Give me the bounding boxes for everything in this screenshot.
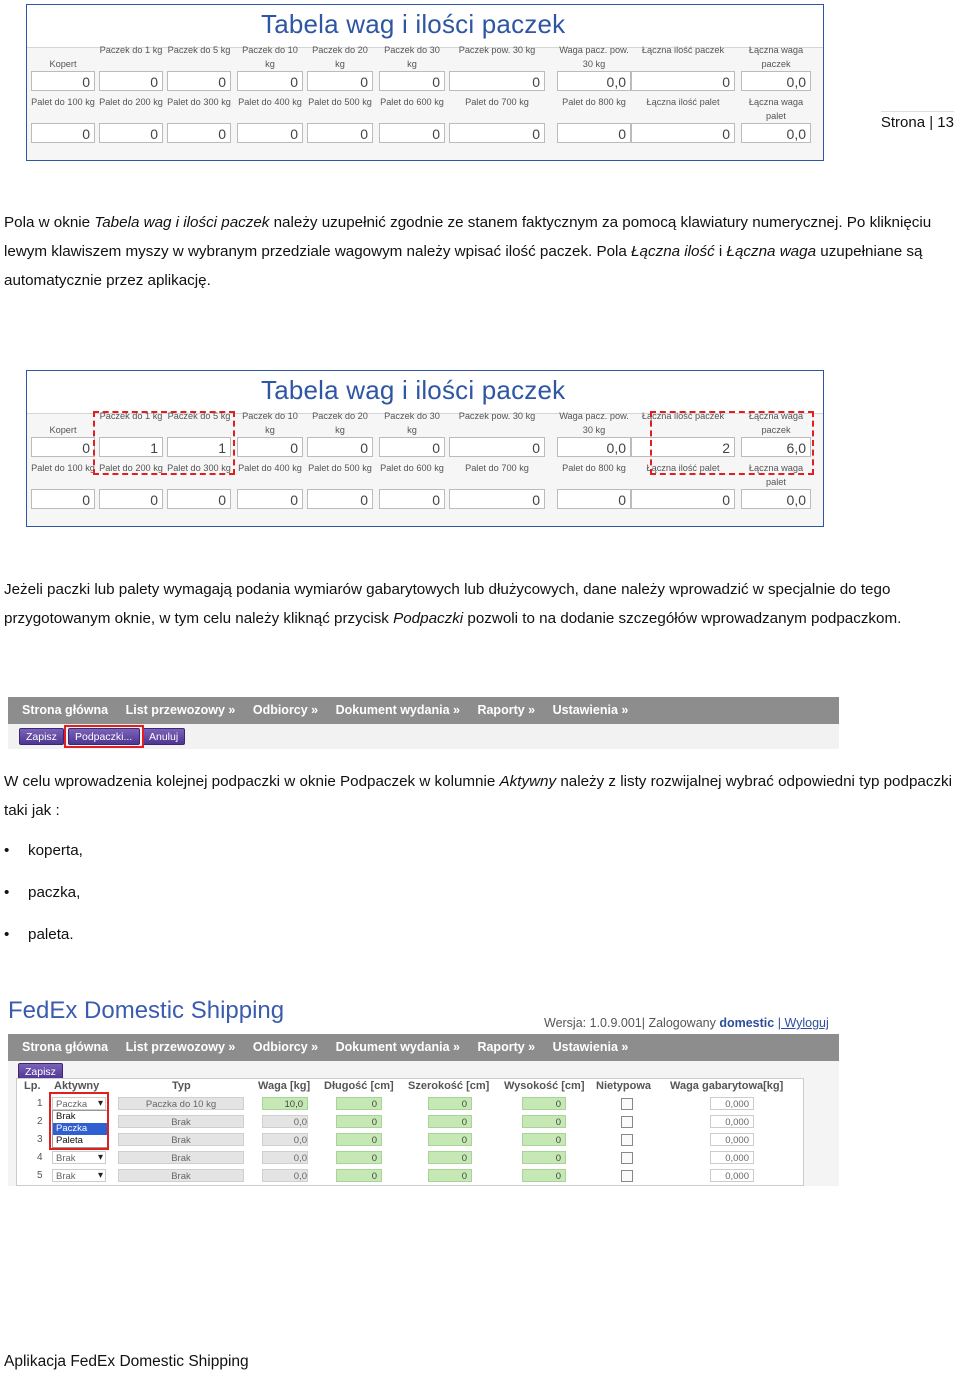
subpackages-button[interactable]: Podpaczki...: [68, 728, 140, 745]
weight-input[interactable]: 0: [167, 489, 231, 509]
col-header-lp: Lp.: [24, 1080, 41, 1092]
row-number: 5: [37, 1170, 43, 1181]
weight-cell-label: Paczek do 1 kg: [99, 411, 163, 421]
weight-cell-label: Palet do 700 kg: [465, 463, 529, 473]
weight-input[interactable]: 0: [99, 123, 163, 143]
weight-cell-label: Łączna ilość palet: [646, 97, 720, 107]
weight-cell-label: Palet do 400 kg: [238, 97, 302, 107]
nav-reports[interactable]: Raporty »: [477, 703, 536, 717]
weight-cell: [449, 461, 545, 509]
weight-cell-label: Paczek do 30 kg: [384, 411, 440, 435]
type-field: Paczka do 10 kg: [118, 1097, 244, 1110]
weight-cell-label: Łączna waga palet: [748, 97, 804, 121]
row-number: 1: [37, 1098, 43, 1109]
nav-release-doc[interactable]: Dokument wydania »: [335, 703, 460, 717]
weight-cell: [307, 409, 373, 457]
col-header-active: Aktywny: [54, 1080, 100, 1092]
weight-cell: [449, 43, 545, 91]
weight-field[interactable]: 0,0: [262, 1169, 308, 1182]
length-field[interactable]: 0: [336, 1115, 382, 1128]
col-header-height: Wysokość [cm]: [504, 1080, 585, 1092]
col-header-nonstandard: Nietypowa: [596, 1080, 652, 1092]
version-info: Wersja: 1.0.9.001| Zalogowany domestic | Wyloguj: [544, 1016, 829, 1030]
length-field[interactable]: 0: [336, 1097, 382, 1110]
weight-cell: [557, 43, 631, 91]
weight-input[interactable]: 1: [167, 437, 231, 457]
weight-cell-label: Paczek do 30 kg: [384, 45, 440, 69]
fedex-save-button[interactable]: Zapisz: [18, 1063, 63, 1080]
weight-input[interactable]: 0: [307, 437, 373, 457]
weights-table-title: Tabela wag i ilości paczek: [261, 375, 566, 405]
dim-weight-field: 0,000: [710, 1169, 754, 1182]
weight-field[interactable]: 0,0: [262, 1151, 308, 1164]
paragraph-weights-instructions: Pola w oknie Tabela wag i ilości paczek należy uzupełnić zgodnie ze stanem faktycznym za pomocą klawiatury numerycznej. Po kliknięciu lewym klawiszem myszy w wybranym przedziale wagowym należy wpisać ilość paczek. Pola Łączna ilość i Łączna waga uzupełniane są automatycznie przez aplikację.: [4, 214, 932, 289]
chevron-down-icon[interactable]: ▾: [97, 1152, 103, 1163]
row-number: 3: [37, 1134, 43, 1145]
weight-input[interactable]: 0: [631, 489, 735, 509]
nonstandard-checkbox[interactable]: [621, 1098, 633, 1110]
weight-input[interactable]: 0: [449, 123, 545, 143]
weight-cell-label: Palet do 700 kg: [465, 97, 529, 107]
col-header-width: Szerokość [cm]: [408, 1080, 490, 1092]
weight-cell-label: Paczek do 20 kg: [312, 411, 368, 435]
weight-cell: [557, 409, 631, 457]
width-field[interactable]: 0: [428, 1169, 472, 1182]
weight-cell: [167, 43, 231, 91]
weight-cell-label: Palet do 800 kg: [562, 97, 626, 107]
weight-cell: [307, 95, 373, 143]
weight-cell: [631, 43, 735, 91]
weight-cell: [167, 95, 231, 143]
list-item: • koperta,: [4, 842, 83, 859]
col-header-type: Typ: [172, 1080, 191, 1092]
length-field[interactable]: 0: [336, 1169, 382, 1182]
dropdown-option[interactable]: Brak: [56, 1111, 76, 1122]
nav-settings[interactable]: Ustawienia »: [552, 1040, 629, 1054]
weight-input[interactable]: 0: [31, 489, 95, 509]
weight-input[interactable]: 0: [557, 489, 631, 509]
weight-cell: [307, 43, 373, 91]
height-field[interactable]: 0: [522, 1115, 566, 1128]
weight-input[interactable]: 1: [99, 437, 163, 457]
chevron-down-icon[interactable]: ▾: [97, 1170, 103, 1181]
weight-cell: [99, 95, 163, 143]
row-number: 2: [37, 1116, 43, 1127]
weight-input[interactable]: 0: [379, 123, 445, 143]
nav-recipients[interactable]: Odbiorcy »: [252, 1040, 319, 1054]
col-header-length: Długość [cm]: [324, 1080, 394, 1092]
weight-field[interactable]: 10,0: [262, 1097, 308, 1110]
weight-cell-label: Paczek do 10 kg: [242, 45, 298, 69]
logged-user: domestic: [719, 1016, 775, 1030]
highlight-total-fields: [650, 411, 814, 475]
weights-table-title: Tabela wag i ilości paczek: [261, 9, 566, 39]
height-field[interactable]: 0: [522, 1097, 566, 1110]
weight-cell-label: Palet do 500 kg: [308, 97, 372, 107]
nonstandard-checkbox[interactable]: [621, 1152, 633, 1164]
nav-recipients[interactable]: Odbiorcy »: [252, 703, 319, 717]
weight-cell-label: Palet do 100 kg: [31, 463, 95, 473]
width-field[interactable]: 0: [428, 1115, 472, 1128]
weights-table-filled: [26, 370, 824, 527]
weight-input[interactable]: 0: [449, 437, 545, 457]
weight-cell-label: Kopert: [49, 59, 77, 69]
weight-input[interactable]: 0: [237, 123, 303, 143]
nav-waybill[interactable]: List przewozowy »: [125, 703, 236, 717]
weight-cell: [237, 461, 303, 509]
page-number: Strona | 13: [881, 111, 954, 131]
height-field[interactable]: 0: [522, 1169, 566, 1182]
weight-input[interactable]: 0: [631, 123, 735, 143]
weight-cell-label: Łączna waga paczek: [748, 45, 804, 69]
weight-input[interactable]: 0,0: [741, 489, 811, 509]
paragraph-subpackages-info: Jeżeli paczki lub palety wymagają podania wymiarów gabarytowych lub dłużycowych, dane należy wprowadzić w specjalnie do tego przygotowanym oknie, w tym celu należy kliknąć przycisk Podpaczki pozwoli to na dodanie szczegółów wprowadzanym podpaczkom.: [4, 581, 902, 627]
weight-field[interactable]: 0,0: [262, 1133, 308, 1146]
weight-cell-label: Palet do 300 kg: [167, 463, 231, 473]
weight-cell: [307, 461, 373, 509]
highlight-filled-fields: [93, 411, 235, 475]
weight-field[interactable]: 0,0: [262, 1115, 308, 1128]
weight-cell: [31, 409, 95, 457]
weight-cell: [379, 409, 445, 457]
weight-cell: [449, 409, 545, 457]
weight-cell: [557, 461, 631, 509]
weight-input[interactable]: 0: [31, 123, 95, 143]
weight-input[interactable]: 0: [307, 71, 373, 91]
weight-cell-label: Paczek pow. 30 kg: [458, 411, 536, 421]
weight-input[interactable]: 0: [99, 489, 163, 509]
weight-cell-label: Palet do 600 kg: [380, 463, 444, 473]
col-header-dim-weight: Waga gabarytowa[kg]: [670, 1080, 784, 1092]
weight-cell-label: Palet do 100 kg: [31, 97, 95, 107]
weight-cell: [379, 461, 445, 509]
list-item: • paczka,: [4, 884, 81, 901]
length-field[interactable]: 0: [336, 1151, 382, 1164]
weight-cell-label: Paczek do 1 kg: [99, 45, 163, 55]
weight-input[interactable]: 0: [237, 489, 303, 509]
weight-input[interactable]: 0: [237, 71, 303, 91]
weight-cell-label: Łączna waga palet: [748, 463, 804, 487]
weight-input[interactable]: 0: [167, 123, 231, 143]
row-number: 4: [37, 1152, 43, 1163]
dropdown-option[interactable]: Paleta: [56, 1135, 83, 1146]
weight-cell: [557, 95, 631, 143]
weight-cell: [741, 95, 811, 143]
weight-input[interactable]: 0,0: [557, 437, 631, 457]
active-select[interactable]: Brak ▾: [52, 1151, 106, 1164]
weight-input[interactable]: 0,0: [741, 71, 811, 91]
weight-input[interactable]: 0: [167, 71, 231, 91]
type-field: Brak: [118, 1169, 244, 1182]
list-item: • paleta.: [4, 926, 74, 943]
weights-table-empty: [26, 4, 824, 161]
width-field[interactable]: 0: [428, 1097, 472, 1110]
main-nav: [8, 697, 839, 724]
logout-link[interactable]: | Wyloguj: [777, 1016, 829, 1030]
weight-cell-label: Paczek do 5 kg: [167, 45, 231, 55]
main-nav: [8, 1034, 839, 1061]
dim-weight-field: 0,000: [710, 1097, 754, 1110]
nav-reports[interactable]: Raporty »: [477, 1040, 536, 1054]
nav-waybill[interactable]: List przewozowy »: [125, 1040, 236, 1054]
nav-release-doc[interactable]: Dokument wydania »: [335, 1040, 460, 1054]
nonstandard-checkbox[interactable]: [621, 1170, 633, 1182]
weight-cell: [741, 43, 811, 91]
weight-cell-label: Paczek do 20 kg: [312, 45, 368, 69]
dim-weight-field: 0,000: [710, 1151, 754, 1164]
active-select[interactable]: Brak ▾: [52, 1169, 106, 1182]
weight-cell-label: Palet do 500 kg: [308, 463, 372, 473]
weight-cell: [31, 95, 95, 143]
dim-weight-field: 0,000: [710, 1115, 754, 1128]
weight-input[interactable]: 0: [449, 489, 545, 509]
weight-cell: [379, 43, 445, 91]
weight-input[interactable]: 0: [449, 71, 545, 91]
highlight-active-dropdown: [49, 1092, 109, 1150]
weight-input[interactable]: 0: [31, 71, 95, 91]
weight-cell: [237, 43, 303, 91]
type-field: Brak: [118, 1115, 244, 1128]
weight-cell-label: Palet do 600 kg: [380, 97, 444, 107]
weight-input[interactable]: 0: [557, 123, 631, 143]
nav-home[interactable]: Strona główna: [22, 1040, 109, 1054]
nonstandard-checkbox[interactable]: [621, 1134, 633, 1146]
app-title: FedEx Domestic Shipping: [8, 997, 285, 1024]
weight-cell-label: Paczek do 5 kg: [167, 411, 231, 421]
weight-cell-label: Kopert: [49, 425, 77, 435]
weight-cell: [31, 43, 95, 91]
weight-input[interactable]: 0: [379, 489, 445, 509]
weight-cell: [237, 409, 303, 457]
weight-input[interactable]: 6,0: [741, 437, 811, 457]
nonstandard-checkbox[interactable]: [621, 1116, 633, 1128]
weight-cell-label: Paczek pow. 30 kg: [458, 45, 536, 55]
weight-input[interactable]: 0: [307, 489, 373, 509]
weight-cell-label: Łączna ilość paczek: [641, 45, 725, 55]
paragraph-active-column: W celu wprowadzenia kolejnej podpaczki w oknie Podpaczek w kolumnie Aktywny należy z listy rozwijalnej wybrać odpowiedni typ podpaczki taki jak :: [4, 773, 952, 819]
active-select[interactable]: Paczka ▾: [52, 1097, 106, 1110]
weight-cell: [379, 95, 445, 143]
weight-input[interactable]: 2: [631, 437, 735, 457]
height-field[interactable]: 0: [522, 1133, 566, 1146]
weight-cell: [631, 95, 735, 143]
weight-input[interactable]: 0: [379, 71, 445, 91]
weight-cell-label: Waga pacz. pow. 30 kg: [559, 411, 629, 435]
weight-cell: [237, 95, 303, 143]
weight-cell-label: Palet do 400 kg: [238, 463, 302, 473]
weight-cell-label: Łączna waga paczek: [748, 411, 804, 435]
weight-input[interactable]: 0: [307, 123, 373, 143]
weight-input[interactable]: 0: [99, 71, 163, 91]
length-field[interactable]: 0: [336, 1133, 382, 1146]
weight-cell: [99, 43, 163, 91]
weight-cell: [449, 95, 545, 143]
width-field[interactable]: 0: [428, 1133, 472, 1146]
weight-cell-label: Łączna ilość palet: [646, 463, 720, 473]
chevron-down-icon[interactable]: ▾: [97, 1098, 103, 1109]
weight-input[interactable]: 0,0: [557, 71, 631, 91]
weight-cell-label: Paczek do 10 kg: [242, 411, 298, 435]
width-field[interactable]: 0: [428, 1151, 472, 1164]
weight-cell-label: Palet do 800 kg: [562, 463, 626, 473]
weight-cell-label: Palet do 200 kg: [99, 97, 163, 107]
weight-cell-label: Łączna ilość paczek: [641, 411, 725, 421]
col-header-weight: Waga [kg]: [258, 1080, 311, 1092]
weight-input[interactable]: 0: [379, 437, 445, 457]
nav-settings[interactable]: Ustawienia »: [552, 703, 629, 717]
weight-input[interactable]: 0,0: [741, 123, 811, 143]
nav-home[interactable]: Strona główna: [22, 703, 109, 717]
weight-input[interactable]: 0: [31, 437, 95, 457]
dropdown-option[interactable]: Paczka: [53, 1123, 107, 1135]
toolbar-screenshot: [8, 697, 839, 749]
save-button[interactable]: Zapisz: [19, 728, 64, 745]
weight-cell: [31, 461, 95, 509]
footer: Aplikacja FedEx Domestic Shipping: [4, 1353, 249, 1370]
height-field[interactable]: 0: [522, 1151, 566, 1164]
highlight-subpackages-button: [64, 725, 144, 748]
weight-input[interactable]: 0: [237, 437, 303, 457]
weight-cell-label: Palet do 200 kg: [99, 463, 163, 473]
weight-cell-label: Waga pacz. pow. 30 kg: [559, 45, 629, 69]
type-field: Brak: [118, 1151, 244, 1164]
weight-input[interactable]: 0: [631, 71, 735, 91]
dim-weight-field: 0,000: [710, 1133, 754, 1146]
type-field: Brak: [118, 1133, 244, 1146]
cancel-button[interactable]: Anuluj: [142, 728, 185, 745]
weight-cell-label: Palet do 300 kg: [167, 97, 231, 107]
